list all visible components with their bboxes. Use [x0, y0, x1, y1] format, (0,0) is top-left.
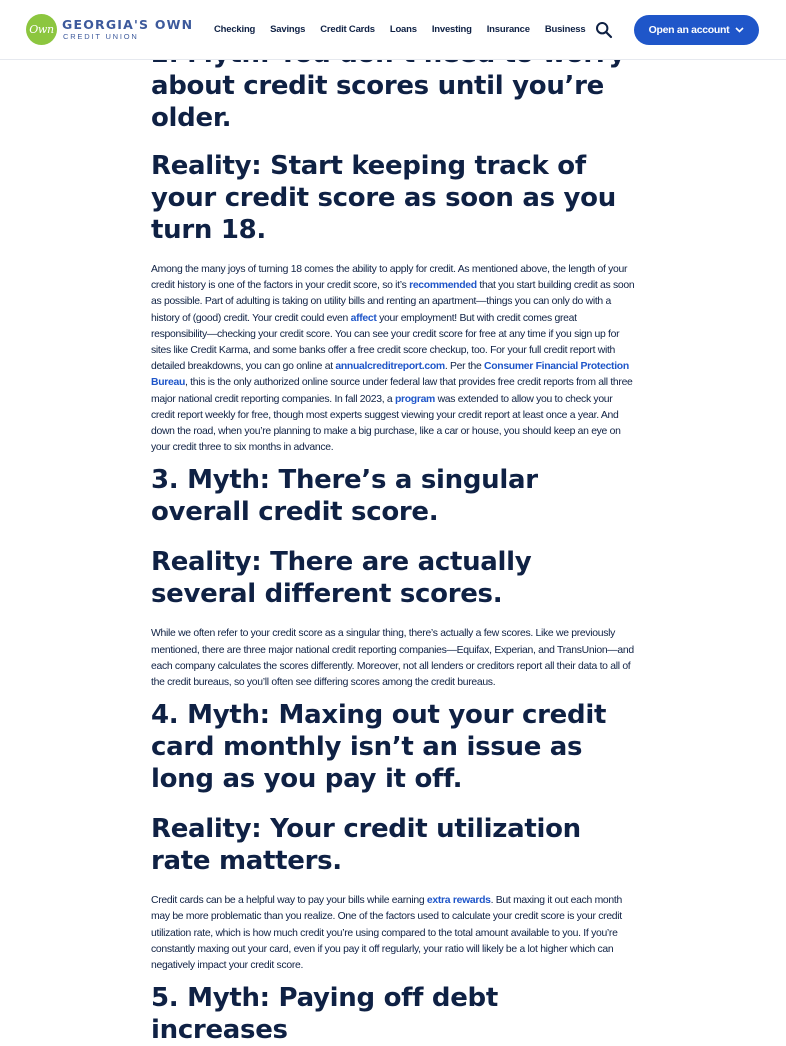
heading-reality-4: Reality: Your credit utilization rate matters.	[151, 814, 581, 877]
nav-investing[interactable]: Investing	[431, 24, 472, 35]
chevron-down-icon	[735, 27, 744, 33]
link-affect[interactable]: affect	[350, 312, 377, 324]
paragraph-text: your employment! But with credit comes great responsibility—checking your credit score. You can see your credit score for free at any time if you sign up for sites like Credit Karma, and some banks offer a free credit score checkup, too. For your full credit report with detailed breakdowns, you can go online at	[151, 312, 620, 373]
link-extra-rewards[interactable]: extra rewards	[426, 895, 491, 907]
heading-myth-2: about credit scores until you’re older.	[151, 71, 604, 133]
search-button[interactable]	[595, 21, 613, 39]
search-icon	[595, 21, 613, 39]
heading-reality-3: Reality: There are actually several different scores.	[151, 547, 532, 610]
open-account-label: Open an account	[648, 24, 730, 36]
paragraph-text: that you start building credit as soon as possible. Part of adulting is taking on utility bills and renting an apartment—things you can only do with a history of (good) credit. Your credit could even	[151, 280, 635, 324]
nav-savings[interactable]: Savings	[270, 24, 306, 35]
heading-reality-2: Reality: Start keeping track of your credit score as soon as you turn 18.	[151, 151, 616, 245]
heading-myth-5: 5. Myth: Paying off debt increases	[151, 983, 498, 1046]
main-nav	[214, 24, 600, 35]
nav-insurance[interactable]: Insurance	[486, 24, 530, 35]
link-annualcreditreport[interactable]: annualcreditreport.com	[335, 361, 445, 373]
paragraph-text: was extended to allow you to check your credit report weekly for free, though most experts suggest viewing your credit report at least once a year. And down the road, when you’re planning to make a big purchase, like a car or house, you should keep an eye on your credit three to six months in advance.	[151, 393, 621, 454]
logo-wordmark	[62, 17, 193, 42]
link-cfpb[interactable]: Consumer Financial Protection Bureau	[151, 361, 629, 389]
paragraph-myth-3: While we often refer to your credit score as a singular thing, there’s actually a few scores. Like we previously mentioned, there are three major national credit reporting companies—Equifax, Experian, and TransUnion—and each company calculates the scores differently. Moreover, not all lenders or creditors report all their data to all of the credit bureaus, so you’ll often see differing scores among the credit bureaus.	[151, 628, 634, 689]
paragraph-myth-2	[151, 262, 635, 456]
logo-name: GEORGIA'S OWN	[62, 17, 194, 32]
article-body	[151, 38, 635, 1046]
nav-loans[interactable]: Loans	[389, 24, 417, 35]
nav-business[interactable]: Business	[544, 24, 586, 35]
paragraph-myth-4	[151, 893, 635, 974]
heading-myth-4: 4. Myth: Maxing out your credit card monthly isn’t an issue as long as you pay it off.	[151, 700, 607, 795]
heading-myth-3: 3. Myth: There’s a singular overall credit score.	[151, 465, 538, 528]
paragraph-text: Credit cards can be a helpful way to pay your bills while earning	[151, 895, 427, 907]
paragraph-text: Among the many joys of turning 18 comes the ability to apply for credit. As mentioned above, the length of your credit history is one of the factors in your credit score, so it’s	[151, 264, 628, 292]
nav-checking[interactable]: Checking	[214, 24, 256, 35]
link-program[interactable]: program	[394, 393, 435, 405]
logo-subname: CREDIT UNION	[63, 32, 139, 41]
paragraph-text: . But maxing it out each month may be more problematic than you realize. One of the factors used to calculate your credit score is your credit utilization rate, which is how much credit you’re using compared to the total amount available to you. If you’re constantly maxing out your card, even if you pay it off regularly, your ratio will likely be a lot higher which can negatively impact your credit score.	[151, 895, 622, 972]
logo[interactable]	[26, 14, 193, 45]
nav-credit-cards[interactable]: Credit Cards	[320, 24, 375, 35]
paragraph-text: , this is the only authorized online source under federal law that provides free credit reports from all three major national credit reporting companies. In fall 2023, a	[151, 377, 633, 405]
site-header	[0, 0, 786, 60]
open-account-button[interactable]	[634, 15, 759, 45]
paragraph-text: . Per the	[444, 361, 485, 373]
link-recommended[interactable]: recommended	[409, 280, 477, 292]
logo-badge: Own	[26, 14, 57, 45]
